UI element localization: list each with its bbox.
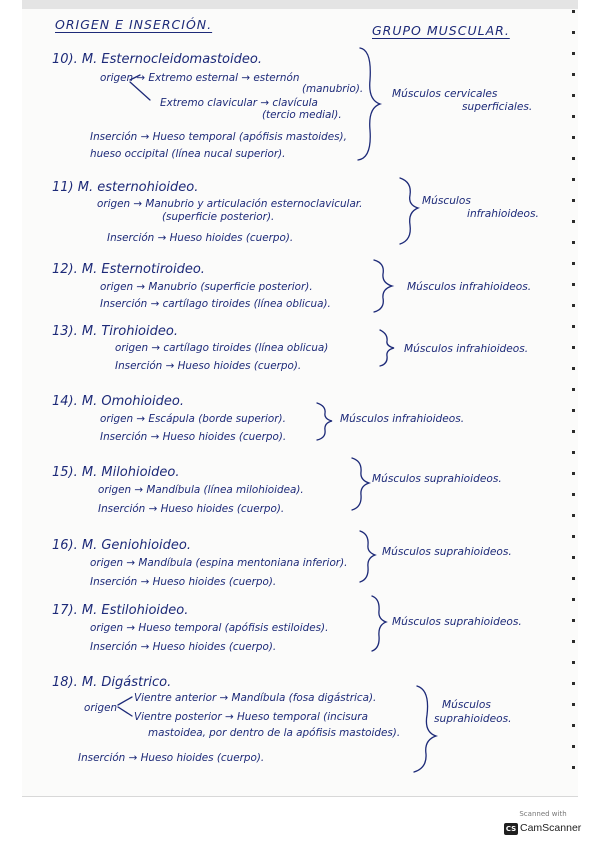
section-18-origin-label: origen [84, 702, 118, 714]
section-10-line: (manubrio). [302, 83, 364, 95]
curly-brace-icon [380, 330, 394, 366]
section-10-title: 10). M. Esternocleidomastoideo. [52, 52, 262, 67]
section-18-line: Inserción → Hueso hioides (cuerpo). [78, 752, 265, 764]
section-17-line: origen → Hueso temporal (apófisis estiloides). [90, 622, 329, 634]
curly-brace-icon [374, 260, 392, 312]
curly-brace-icon [358, 48, 380, 160]
section-10-line: origen → Extremo esternal → esternón [100, 72, 300, 84]
section-12-line: Inserción → cartílago tiroides (línea oblicua). [100, 298, 331, 310]
section-15-group: Músculos suprahioideos. [372, 473, 502, 485]
section-17-group: Músculos suprahioideos. [392, 616, 522, 628]
section-17-line: Inserción → Hueso hioides (cuerpo). [90, 641, 277, 653]
section-10-line: Inserción → Hueso temporal (apófisis mastoides), [90, 131, 347, 143]
section-11-title: 11) M. esternohioideo. [52, 180, 199, 195]
curly-brace-icon [400, 178, 418, 244]
section-14-group: Músculos infrahioideos. [340, 413, 465, 425]
curly-brace-icon [372, 596, 386, 651]
curly-brace-icon [317, 403, 332, 440]
section-16-group: Músculos suprahioideos. [382, 546, 512, 558]
section-11-line: origen → Manubrio y articulación esternoclavicular. [97, 198, 363, 210]
section-11-line: Inserción → Hueso hioides (cuerpo). [107, 232, 294, 244]
curly-brace-icon [360, 531, 375, 582]
section-16-line: origen → Mandíbula (espina mentoniana inferior). [90, 557, 348, 569]
camscanner-watermark [500, 810, 586, 840]
section-18-title: 18). M. Digástrico. [52, 675, 172, 690]
section-14-line: origen → Escápula (borde superior). [100, 413, 286, 425]
section-13-line: Inserción → Hueso hioides (cuerpo). [115, 360, 302, 372]
section-12-title: 12). M. Esternotiroideo. [52, 262, 205, 277]
section-15-line: origen → Mandíbula (línea milohioidea). [98, 484, 304, 496]
section-16-line: Inserción → Hueso hioides (cuerpo). [90, 576, 277, 588]
section-16-title: 16). M. Geniohioideo. [52, 538, 191, 553]
watermark-caption: Scanned with [519, 810, 567, 818]
header-origin-insertion: ORIGEN E INSERCIÓN. [55, 17, 213, 32]
section-11-line: (superficie posterior). [162, 211, 275, 223]
section-13-line: origen → cartílago tiroides (línea oblicua) [115, 342, 329, 354]
section-18-line: mastoidea, por dentro de la apófisis mastoides). [148, 727, 401, 739]
section-11-group: Músculos [422, 195, 471, 207]
section-18-line: Vientre posterior → Hueso temporal (incisura [134, 711, 368, 723]
curly-brace-icon [414, 686, 436, 772]
section-18-group: suprahioideos. [434, 713, 512, 725]
section-10-line: hueso occipital (línea nucal superior). [90, 148, 286, 160]
curly-brace-icon [352, 458, 369, 510]
section-14-line: Inserción → Hueso hioides (cuerpo). [100, 431, 287, 443]
branch-arrow-icon [130, 75, 140, 80]
section-15-line: Inserción → Hueso hioides (cuerpo). [98, 503, 285, 515]
section-11-group: infrahioideos. [467, 208, 539, 220]
camscanner-logo-icon: CS [505, 825, 517, 833]
section-10-group: superficiales. [462, 101, 533, 113]
section-10-line: (tercio medial). [262, 109, 342, 121]
ink-drawings [22, 0, 578, 796]
header-muscle-group: GRUPO MUSCULAR. [372, 23, 510, 38]
branch-arrow-icon [118, 707, 132, 716]
section-12-line: origen → Manubrio (superficie posterior). [100, 281, 313, 293]
branch-arrow-icon [118, 697, 132, 705]
section-12-group: Músculos infrahioideos. [407, 281, 532, 293]
section-10-group: Músculos cervicales [392, 88, 498, 100]
section-14-title: 14). M. Omohioideo. [52, 394, 184, 409]
section-13-group: Músculos infrahioideos. [404, 343, 529, 355]
notebook-page [22, 0, 578, 797]
section-18-group: Músculos [442, 699, 491, 711]
section-15-title: 15). M. Milohioideo. [52, 465, 180, 480]
watermark-brand: CamScanner [520, 822, 582, 834]
section-13-title: 13). M. Tirohioideo. [52, 324, 178, 339]
section-18-line: Vientre anterior → Mandíbula (fosa digástrica). [134, 692, 377, 704]
section-10-line: Extremo clavicular → clavícula [160, 97, 318, 109]
branch-arrow-icon [130, 82, 150, 100]
section-17-title: 17). M. Estilohioideo. [52, 603, 189, 618]
